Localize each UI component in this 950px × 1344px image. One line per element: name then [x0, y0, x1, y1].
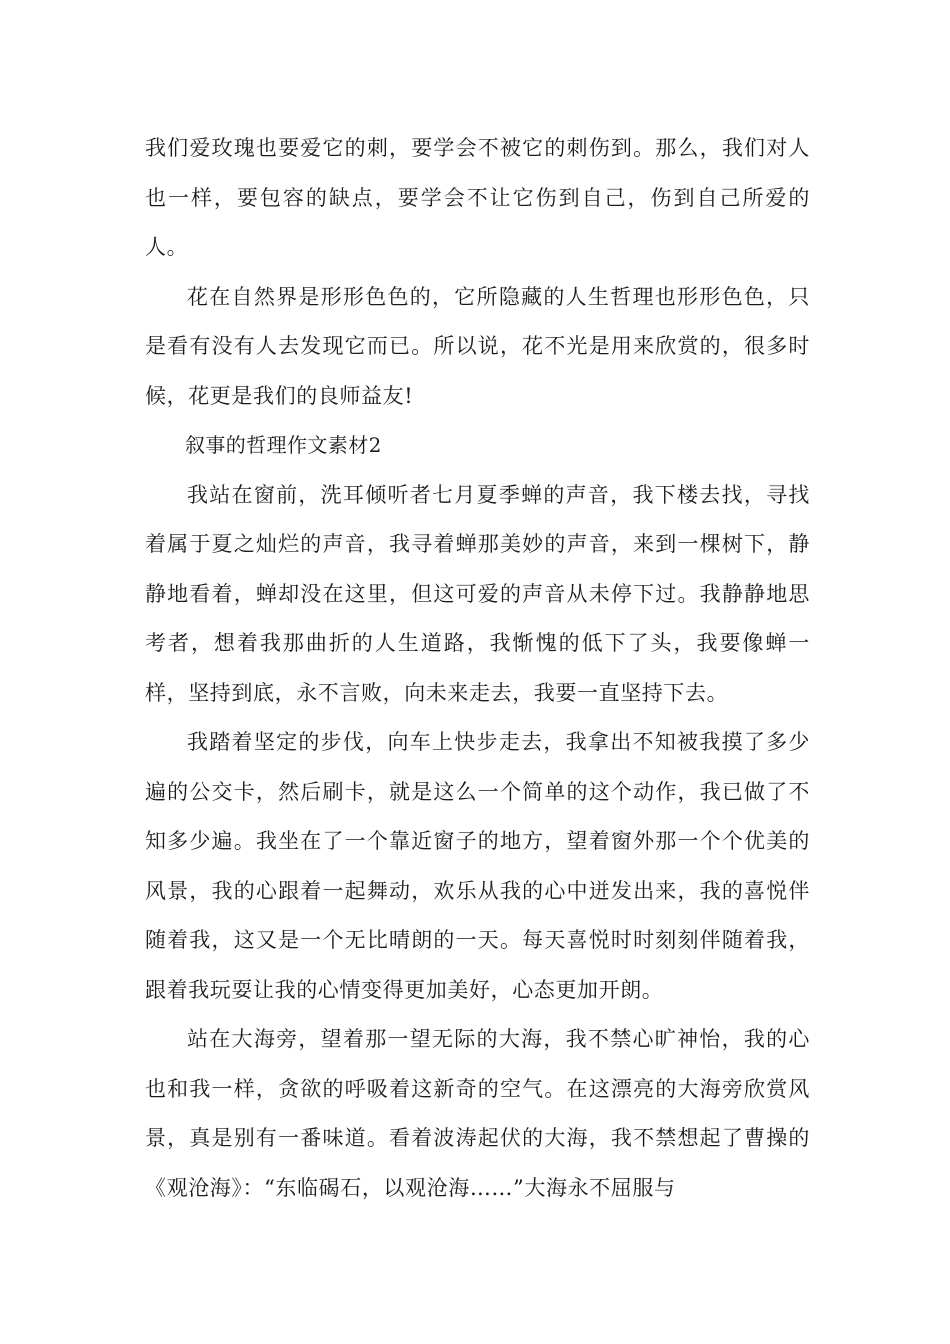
section-heading: 叙事的哲理作文素材2	[185, 433, 382, 457]
paragraph-bus-ride: 我踏着坚定的步伐，向车上快步走去，我拿出不知被我摸了多少遍的公交卡，然后刷卡，就是这么一个简单的这个动作，我已做了不知多少遍。我坐在了一个靠近窗子的地方，望着窗外那一个个优美的风景，我的心跟着一起舞动，欢乐从我的心中迸发出来，我的喜悦伴随着我，这又是一个无比晴朗的一天。每天喜悦时时刻刻伴随着我，跟着我玩耍让我的心情变得更加美好，心态更加开朗。	[145, 730, 810, 1002]
paragraph-rose-thorns: 我们爱玫瑰也要爱它的刺，要学会不被它的刺伤到。那么，我们对人也一样，要包容的缺点，要学会不让它伤到自己，伤到自己所爱的人。	[145, 136, 810, 259]
paragraph-flower-philosophy: 花在自然界是形形色色的，它所隐藏的人生哲理也形形色色，只是看有没有人去发现它而已。所以说，花不光是用来欣赏的，很多时候，花更是我们的良师益友!	[145, 284, 810, 408]
document-body	[145, 124, 810, 1213]
paragraph-sea: 站在大海旁，望着那一望无际的大海，我不禁心旷神怡，我的心也和我一样，贪欲的呼吸着这新奇的空气。在这漂亮的大海旁欣赏风景，真是别有一番味道。看着波涛起伏的大海，我不禁想起了曹操的《观沧海》：“东临碣石，以观沧海……”大海永不屈服与	[145, 1027, 810, 1200]
paragraph-cicada: 我站在窗前，洗耳倾听者七月夏季蝉的声音，我下楼去找，寻找着属于夏之灿烂的声音，我寻着蝉那美妙的声音，来到一棵树下，静静地看着，蝉却没在这里，但这可爱的声音从未停下过。我静静地思考者，想着我那曲折的人生道路，我惭愧的低下了头，我要像蝉一样，坚持到底，永不言败，向未来走去，我要一直坚持下去。	[145, 482, 810, 705]
